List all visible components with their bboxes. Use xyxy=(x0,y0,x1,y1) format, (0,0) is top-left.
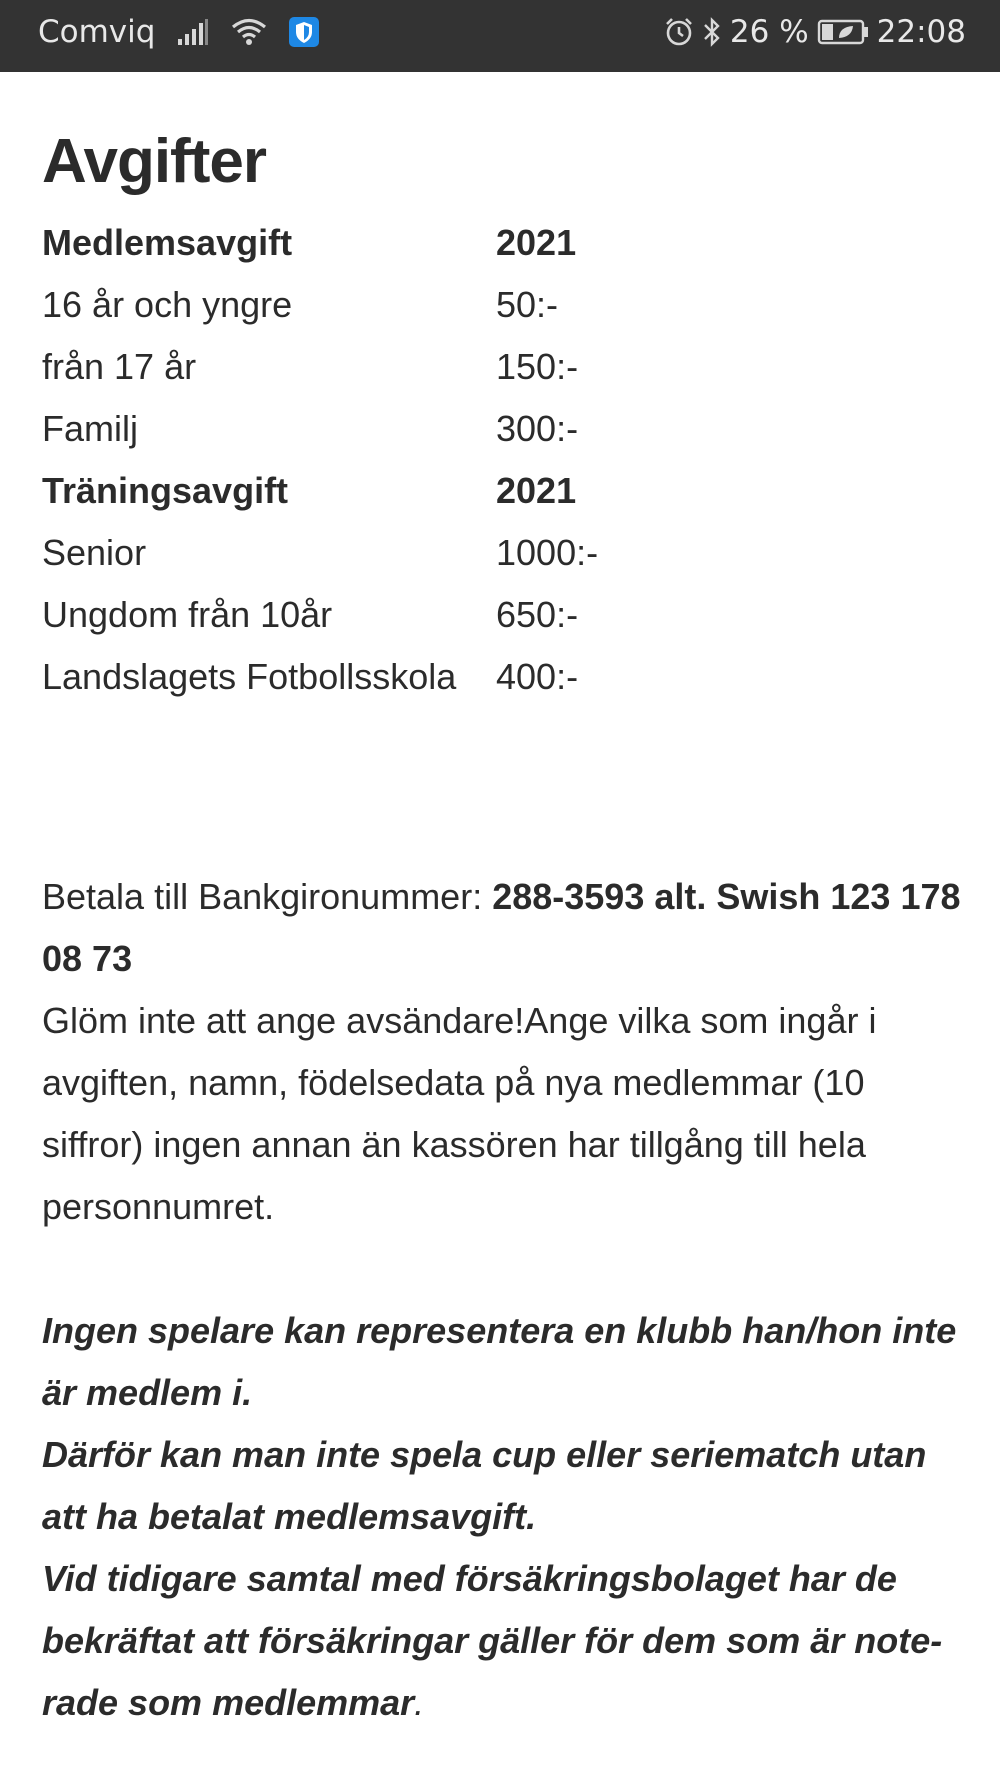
page-title: Avgifter xyxy=(42,127,266,196)
fee-label: Ungdom från 10år xyxy=(42,594,333,635)
fees-header-row xyxy=(42,460,598,522)
fee-value: 650:- xyxy=(496,594,579,635)
page-content xyxy=(42,120,962,1734)
fees-row xyxy=(42,522,598,584)
fee-label: från 17 år xyxy=(42,346,197,387)
fee-value: 50:- xyxy=(496,284,559,325)
battery-icon xyxy=(817,18,869,46)
fee-value: 2021 xyxy=(496,222,577,263)
note-line-3: Vid tidigare samtal med försäkringsbolaget har de bekräftat att försäkringar gäller för dem som är noterade som medlemmar xyxy=(42,1558,943,1723)
fees-row xyxy=(42,336,598,398)
note-line-1: Ingen spelare kan representera en klubb han/hon inte är medlem i. xyxy=(42,1310,957,1413)
fee-label: Träningsavgift xyxy=(42,470,289,511)
fees-row xyxy=(42,646,598,708)
fee-value: 150:- xyxy=(496,346,579,387)
fees-row xyxy=(42,584,598,646)
fee-label: Landslagets Fotbollsskola xyxy=(42,656,457,697)
fees-row xyxy=(42,274,598,336)
fee-value: 2021 xyxy=(496,470,577,511)
fee-label: Familj xyxy=(42,408,138,449)
battery-percent: 26 % xyxy=(729,14,809,50)
fee-value: 300:- xyxy=(496,408,579,449)
fee-value: 1000:- xyxy=(496,532,599,573)
bluetooth-icon xyxy=(702,17,722,47)
carrier-name: Comviq xyxy=(38,14,156,50)
clock-time: 22:08 xyxy=(876,14,966,50)
fee-value: 400:- xyxy=(496,656,579,697)
membership-notes xyxy=(42,1300,962,1734)
status-bar xyxy=(0,0,1000,72)
payment-numbers: 288-3593 alt. Swish 123 178 08 73 xyxy=(42,876,961,979)
payment-instructions: Glöm inte att ange avsändare!Ange vilka som ingår i avgiften, namn, födelsedata på nya medlemmar (10 siffror) ingen annan än kassören har tillgång till hela personnumret. xyxy=(42,1000,877,1227)
fee-label: Senior xyxy=(42,532,147,573)
wifi-icon xyxy=(231,18,267,46)
fees-row xyxy=(42,398,598,460)
alarm-icon xyxy=(664,17,694,47)
shield-icon xyxy=(289,17,319,47)
payment-section xyxy=(42,866,962,1238)
payment-intro: Betala till Bankgironummer: xyxy=(42,876,493,917)
fees-header-row xyxy=(42,212,598,274)
signal-icon xyxy=(177,19,209,45)
fee-label: Medlemsavgift xyxy=(42,222,293,263)
fee-label: 16 år och yngre xyxy=(42,284,293,325)
fees-table xyxy=(42,212,598,708)
note-line-2: Därför kan man inte spela cup eller seriematch utan att ha betalat medlemsavgift. xyxy=(42,1434,927,1537)
note-line-3-end: . xyxy=(414,1682,425,1723)
